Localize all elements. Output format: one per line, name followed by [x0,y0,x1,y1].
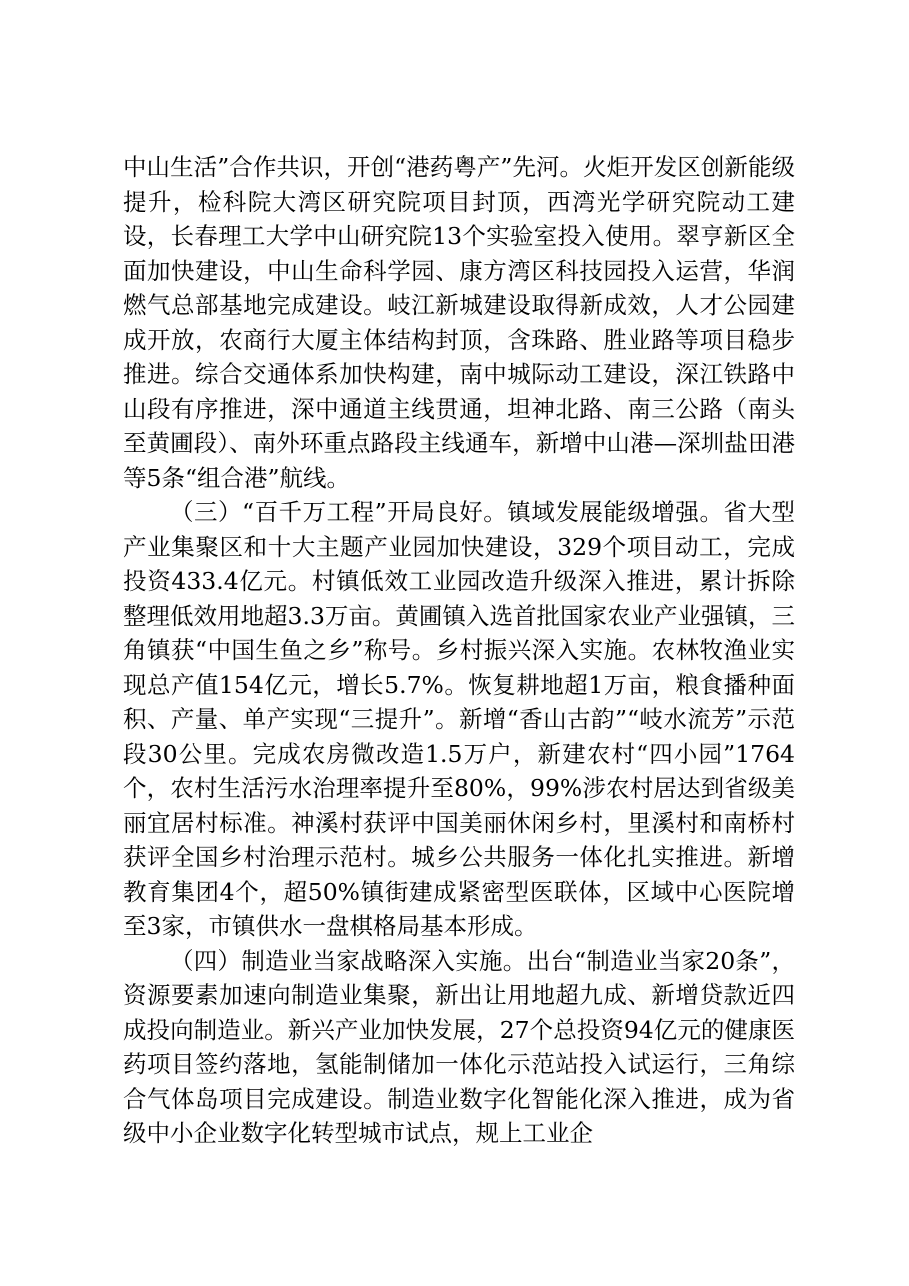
document-body [123,150,795,1151]
paragraph-section-4: （四）制造业当家战略深入实施。出台“制造业当家20条”，资源要素加速向制造业集聚，新出让用地超九成、新增贷款近四成投向制造业。新兴产业加快发展，27个总投资94亿元的健康医药项目签约落地，氢能制储加一体化示范站投入试运行，三角综合气体岛项目完成建设。制造业数字化智能化深入推进，成为省级中小企业数字化转型城市试点，规上工业企 [123,946,795,1147]
paragraph-section-3: （三）“百千万工程”开局良好。镇域发展能级增强。省大型产业集聚区和十大主题产业园加快建设，329个项目动工，完成投资433.4亿元。村镇低效工业园改造升级深入推进，累计拆除整理低效用地超3.3万亩。黄圃镇入选首批国家农业产业强镇，三角镇获“中国生鱼之乡”称号。乡村振兴深入实施。农林牧渔业实现总产值154亿元，增长5.7%。恢复耕地超1万亩，粮食播种面积、产量、单产实现“三提升”。新增“香山古韵”“岐水流芳”示范段30公里。完成农房微改造1.5万户，新建农村“四小园”1764个，农村生活污水治理率提升至80%，99%涉农村居达到省级美丽宜居村标准。神溪村获评中国美丽休闲乡村，里溪村和南桥村获评全国乡村治理示范村。城乡公共服务一体化扎实推进。新增教育集团4个，超50%镇街建成紧密型医联体，区域中心医院增至3家，市镇供水一盘棋格局基本形成。 [123,498,795,940]
paragraph-continuation: 中山生活”合作共识，开创“港药粤产”先河。火炬开发区创新能级提升，检科院大湾区研究院项目封顶，西湾光学研究院动工建设，长春理工大学中山研究院13个实验室投入使用。翠亨新区全面加快建设，中山生命科学园、康方湾区科技园投入运营，华润燃气总部基地完成建设。岐江新城建设取得新成效，人才公园建成开放，农商行大厦主体结构封顶，含珠路、胜业路等项目稳步推进。综合交通体系加快构建，南中城际动工建设，深江铁路中山段有序推进，深中通道主线贯通，坦神北路、南三公路（南头至黄圃段）、南外环重点路段主线通车，新增中山港—深圳盐田港等5条“组合港”航线。 [123,153,795,492]
